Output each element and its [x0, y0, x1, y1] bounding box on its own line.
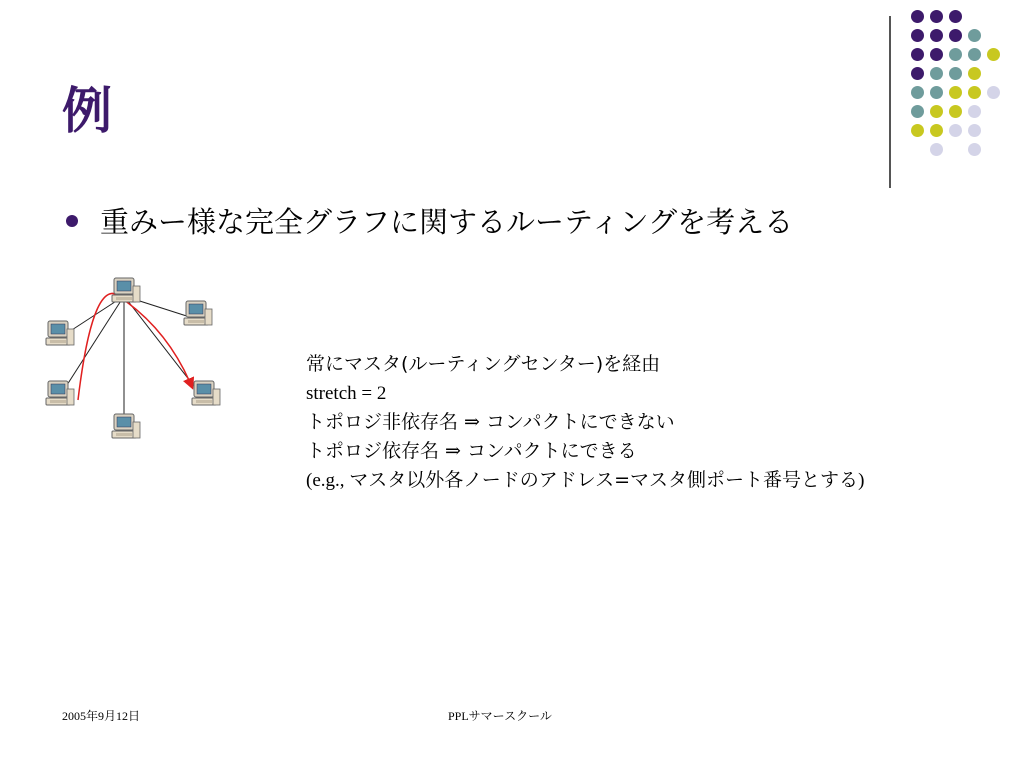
decorative-dot [949, 86, 962, 99]
decorative-dot [968, 67, 981, 80]
decorative-dot-grid [900, 8, 1020, 178]
decorative-dot [930, 48, 943, 61]
computer-icon [112, 414, 140, 438]
computer-icon [192, 381, 220, 405]
decorative-dot [930, 143, 943, 156]
note-line-5 [306, 466, 864, 495]
note-line-3-suffix: コンパクトにできない [479, 411, 675, 433]
decorative-dot [949, 29, 962, 42]
computer-icon [184, 301, 212, 325]
decorative-dot [911, 10, 924, 23]
note-line-5-body: マスタ以外各ノードのアドレス=マスタ側ポート番号とする [349, 469, 859, 491]
decorative-dot [911, 48, 924, 61]
network-edges [58, 296, 204, 432]
decorative-dot [911, 124, 924, 137]
decorative-dot [949, 67, 962, 80]
network-diagram [36, 270, 236, 455]
decorative-dot [968, 143, 981, 156]
decorative-dot [968, 124, 981, 137]
notes-block [306, 350, 864, 495]
note-line-2 [306, 379, 864, 408]
decorative-dot [949, 48, 962, 61]
decorative-dot [930, 124, 943, 137]
footer-title: PPLサマースクール [448, 709, 552, 723]
bullet-dot-icon [66, 215, 78, 227]
computer-icon [112, 278, 140, 302]
bullet-item [66, 200, 793, 241]
decorative-dot [930, 86, 943, 99]
note-line-1 [306, 350, 864, 379]
decorative-dot [911, 105, 924, 118]
footer-date: 2005年9月12日 [62, 709, 141, 723]
implies-icon: ⇒ [464, 412, 480, 433]
note-line-3-prefix: トポロジ非依存名 [306, 411, 465, 433]
decorative-dot [930, 29, 943, 42]
slide-title: 例 [62, 82, 112, 140]
implies-icon: ⇒ [445, 441, 461, 462]
note-line-1-text: 常にマスタ(ルーティングセンター)を経由 [306, 353, 661, 375]
decorative-dot [968, 48, 981, 61]
decorative-dot [911, 86, 924, 99]
decorative-dot [987, 86, 1000, 99]
network-nodes [46, 278, 220, 438]
computer-icon [46, 381, 74, 405]
note-line-4-suffix: コンパクトにできる [460, 440, 637, 462]
decorative-dot [911, 29, 924, 42]
decorative-dot [930, 67, 943, 80]
decorative-dot [949, 124, 962, 137]
computer-icon [46, 321, 74, 345]
note-line-2-text: stretch = 2 [306, 383, 387, 404]
corner-divider [889, 16, 891, 188]
note-line-4-prefix: トポロジ依存名 [306, 440, 446, 462]
decorative-dot [949, 10, 962, 23]
decorative-dot [930, 10, 943, 23]
decorative-dot [968, 29, 981, 42]
decorative-dot [968, 86, 981, 99]
decorative-dot [911, 67, 924, 80]
decorative-dot [930, 105, 943, 118]
decorative-dot [949, 105, 962, 118]
note-line-4 [306, 437, 864, 466]
decorative-dot [987, 48, 1000, 61]
note-line-5-close: ) [858, 470, 865, 491]
decorative-dot [968, 105, 981, 118]
note-line-5-open: (e.g., [306, 470, 350, 491]
note-line-3 [306, 408, 864, 437]
bullet-text: 重みー様な完全グラフに関するルーティングを考える [100, 205, 794, 239]
